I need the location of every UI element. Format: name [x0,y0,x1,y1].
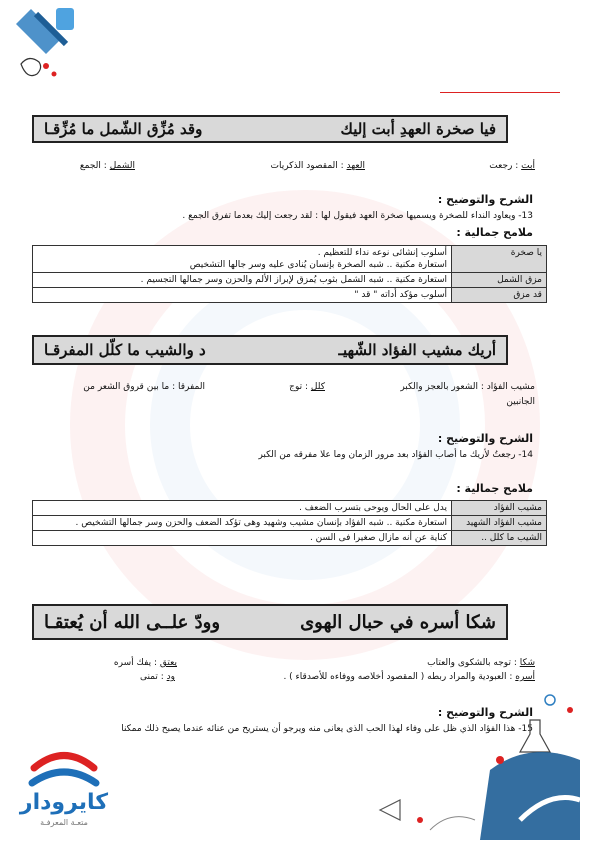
table-key: مشيب الفؤاد الشهيد [452,516,547,531]
verse-3-bar [32,604,508,640]
vocab-ahd: العهد : المقصود الذكريات [270,161,365,171]
beauty-table-1 [32,245,547,303]
explain-2: 14- رجعتُ لأريك ما أصاب الفؤاد بعد مرور الزمان وما علا مفرقه من الكبر [258,450,533,460]
beauty-title-1: ملامح جمالية : [456,226,533,239]
lab-doodle-icon [470,680,590,840]
verse-3-left: وودّ علــى الله أن يُعتقـا [44,611,221,633]
table-row: يا صخرة أسلوب إنشائى نوعه نداء للتعظيم . استعارة مكنية .. شبه الصخرة بإنسان يُنادى عليه وسر جالها التشخيص [33,246,547,273]
logo-tagline: متعـة المعرفـة [40,818,88,827]
verse-1-right: فيا صخرة العهدِ أبت إليك [340,120,496,138]
table-key: الشيب ما كلل .. [452,531,547,546]
table-key: مزق الشمل [452,273,547,288]
beauty-title-2: ملامح جمالية : [456,482,533,495]
explain-title-1: الشرح والتوضيح : [437,193,533,206]
verse-2-right: أريك مشيب الفؤاد الشّهيـ [338,341,496,359]
verse-1-bar [32,115,508,143]
vocab-shaka: شكا : توجه بالشكوى والعتاب [427,658,535,668]
table-row: الشيب ما كلل .. كناية عن أنه مازال صغيرا فى السن . [33,531,547,546]
vocab-mafriq: المفرقا : ما بين قروق الشعر من [83,382,205,392]
vocab-asr: أسره : العبودية والمراد ربطه ( المقصود أخلاصه ووفاءه للأصدقاء ) . [283,672,535,682]
verse-2-left: د والشيب ما كلّل المفرقـا [44,341,206,359]
vocab-mashib: مشيب الفؤاد : الشعور بالعجز والكبر [400,382,535,392]
table-key: يا صخرة [452,246,547,273]
explain-1: 13- ويعاود النداء للصخرة ويسميها صخرة العهد فيقول لها : لقد رجعت إليك بعدما تفرق الجمع . [182,211,533,221]
verse-1-left: وقد مُزِّق الشّمل ما مُزِّقـا [44,120,203,138]
verse-3-right: شكا أسره في حبال الهوى [300,611,496,633]
beauty-table-2 [32,500,547,546]
vocab-kallal: كلل : توج [289,382,325,392]
table-key: قد مزق [452,288,547,303]
vocab-abat: أبت : رجعت [489,161,535,171]
explain-title-2: الشرح والتوضيح : [437,432,533,445]
verse-2-bar [32,335,508,365]
table-row: قد مزق أسلوب مؤكد أداته " قد " [33,288,547,303]
vocab-shaml: الشمل : الجمع [79,161,135,171]
explain-title-3: الشرح والتوضيح : [437,706,533,719]
vocab-mafriq-cont: الجانبين [506,397,535,407]
megaphone-doodle-icon [360,780,480,840]
logo-name: كايرودار [19,790,109,815]
vocab-yutq: يعتق : يفك أسره [113,658,177,668]
vocab-wadd: ود : تمنى [139,672,175,682]
table-key: مشيب الفؤاد [452,501,547,516]
table-row: مزق الشمل استعارة مكنية .. شبه الشمل بثوب يُمزق لإبراز الألم والحزن وسر جمالها التجسيم . [33,273,547,288]
table-row: مشيب الفؤاد الشهيد استعارة مكنية .. شبه الفؤاد بإنسان مشيب وشهيد وهى تؤكد الضعف والحزن وسر جمالها التشخيص . [33,516,547,531]
explain-3: 15- هذا الفؤاد الذي ظل على وفاء لهذا الحب الذى يعانى منه ويرجو أن يستريح من عنائه عندما يصبح ذلك ممكنا [121,724,533,734]
lab-hand-icon [6,4,86,84]
table-row: مشيب الفؤاد يدل على الحال ويوحى بتسرب الضعف . [33,501,547,516]
header-red-line [440,92,560,93]
